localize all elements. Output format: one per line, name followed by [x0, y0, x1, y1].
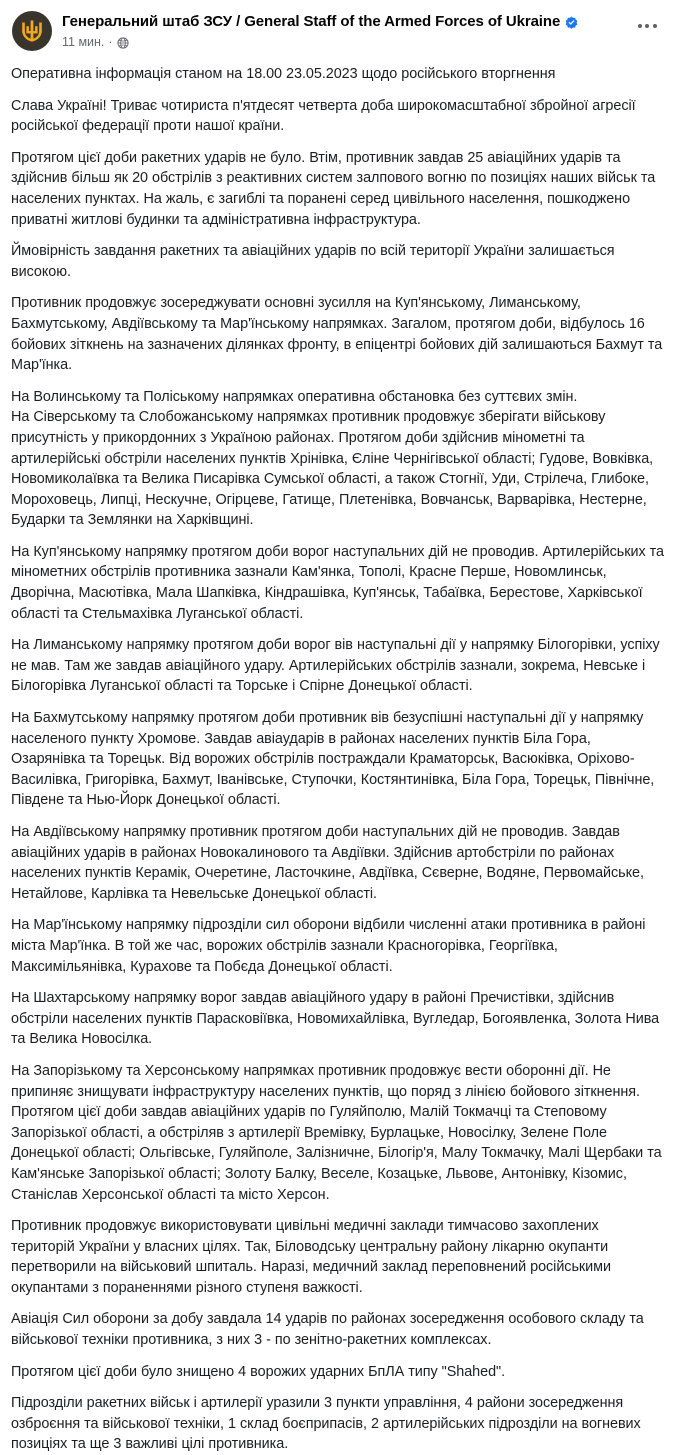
- post-paragraph: [11, 1216, 665, 1298]
- page-name-row: [62, 12, 578, 31]
- paragraph-line: Авіація Сил оборони за добу завдала 14 ударів по районах зосередження особового складу та військової техніки противника, з них 3 - по зенітно-ракетних комплексах.: [11, 1311, 644, 1349]
- post-paragraph: [11, 293, 665, 375]
- post-header: [0, 0, 676, 59]
- paragraph-line: На Авдіївському напрямку противник протягом доби наступальних дій не проводив. Завдав авіаційних ударів в районах Новокалинового та Авдіївки. Здійснив артобстріли по районах населених пунктів Керамік, Очеретине, Ласточкине, Авдіївка, Сєверне, Водяне, Первомайське, Нетайлове, Карлівка та Невельське Донецької області.: [11, 824, 644, 902]
- post-paragraph: [11, 148, 665, 230]
- ellipsis-dot-1: [638, 24, 642, 28]
- paragraph-line: На Шахтарському напрямку ворог завдав авіаційного удару в районі Пречистівки, здійснив обстріли населених пунктів Парасковіївка, Новомихайлівка, Вугледар, Богоявленка, Золота Нива та Велика Новосілка.: [11, 990, 660, 1048]
- paragraph-line: На Куп'янському напрямку протягом доби ворог наступальних дій не проводив. Артилерійських та мінометних обстрілів противника зазнали Кам'янка, Тополі, Красне Перше, Новомлинськ, Дворічна, Масютівка, Мала Шапківка, Кіндрашівка, Куп'янськ, Табаївка, Берестове, Харківської області та Стельмахівка Луганської області.: [11, 543, 664, 622]
- post-paragraph: [11, 96, 665, 137]
- paragraph-line: Протягом цієї доби ракетних ударів не було. Втім, противник завдав 25 авіаційних ударів та здійснив більш як 20 обстрілів з реактивних систем залпового вогню по позиціях наших військ та населених пунктах. На жаль, є загиблі та поранені серед цивільного населення, пошкоджено приватні житлові будинки та адміністративна інфраструктура.: [11, 149, 656, 228]
- post-paragraph: [11, 635, 665, 697]
- post-paragraph: [11, 542, 665, 624]
- post-paragraph: [11, 915, 665, 977]
- ukraine-trident-icon: [21, 19, 43, 43]
- paragraph-line: Противник продовжує зосереджувати основні зусилля на Куп'янському, Лиманському, Бахмутському, Авдіївському та Мар'їнському напрямках. Загалом, протягом доби, відбулось 16 бойових зіткнень на зазначених ділянках фронту, в епіцентрі бойових дій залишаються Бахмут та Мар'їнка.: [11, 295, 663, 374]
- ellipsis-dot-2: [645, 24, 649, 28]
- post-text-body: [0, 59, 676, 1455]
- paragraph-line: На Волинському та Поліському напрямках оперативна обстановка без суттєвих змін.: [11, 388, 578, 405]
- paragraph-line: Слава Україні! Триває чотириста п'ятдесят четверта доба широкомасштабної збройної агресії російської федерації проти нашої країни.: [11, 97, 636, 135]
- avatar[interactable]: [12, 11, 52, 51]
- post-paragraph: [11, 64, 665, 85]
- paragraph-line: На Бахмутському напрямку протягом доби противник вів безуспішні наступальні дії у напрямку населеного пункту Хромове. Завдав авіаударів в районах населених пунктів Біла Гора, Озарянівка та Торецьк. Від ворожих обстрілів постраждали Краматорськ, Васюківка, Оріхово-Василівка, Григорівка, Бахмут, Іванівське, Ступочки, Костянтинівка, Біла Гора, Торецьк, Північне, Південе та Нью-Йорк Донецької області.: [11, 710, 655, 809]
- globe-icon[interactable]: [117, 37, 129, 49]
- paragraph-line: На Лиманському напрямку протягом доби ворог вів наступальні дії у напрямку Білогорівки, успіху не мав. Там же завдав авіаційного удару. Артилерійських обстрілів зазнали, зокрема, Невське і Білогорівка Луганської області та Торське і Спірне Донецької області.: [11, 637, 660, 695]
- post-paragraph: [11, 1393, 665, 1455]
- post-paragraph: [11, 387, 665, 531]
- post-paragraph: [11, 1362, 665, 1383]
- post-options-button[interactable]: [632, 17, 662, 35]
- post-paragraph: [11, 708, 665, 811]
- paragraph-line: Протягом цієї доби було знищено 4 ворожих ударних БпЛА типу "Shahed".: [11, 1363, 506, 1380]
- post-header-text: [62, 11, 578, 50]
- ellipsis-dot-3: [653, 24, 657, 28]
- page-name[interactable]: Генеральний штаб ЗСУ / General Staff of the Armed Forces of Ukraine: [62, 13, 561, 30]
- paragraph-line: На Запорізькому та Херсонському напрямках противник продовжує вести оборонні дії. Не припиняє знищувати інфраструктуру населених пунктів, що поряд з лінією бойового зіткнення. Протягом цієї доби завдав авіаційних ударів по Гуляйполю, Малій Токмачці та Степовому Запорізької області, а обстріляв з артилерії Времівку, Бурлацьке, Новосілку, Зелене Поле Донецької області; Ольгівське, Гуляйполе, Залізничне, Білогір'я, Малу Токмачку, Малі Щербаки та Кам'янське Запорізької області; Золоту Балку, Веселе, Козацьке, Львове, Антонівку, Кізомис, Станіслав Херсонської області та місто Херсон.: [11, 1062, 662, 1203]
- post-paragraph: [11, 988, 665, 1050]
- paragraph-line: Ймовірність завдання ракетних та авіаційних ударів по всій території України залишається високою.: [11, 243, 615, 280]
- paragraph-line: На Мар'їнському напрямку підрозділи сил оборони відбили численні атаки противника в районі міста Мар'їнка. В той же час, ворожих обстрілів зазнали Красногорівка, Георгіївка, Максимільянівка, Курахове та Побєда Донецької області.: [11, 917, 646, 975]
- paragraph-line: Підрозділи ракетних військ і артилерії уразили 3 пункти управління, 4 райони зосередження озброєння та військової техніки, 1 склад боєприпасів, 2 артилерійських підрозділи на вогневих позиціях та ще 3 важливі цілі противника.: [11, 1395, 641, 1453]
- paragraph-line: Оперативна інформація станом на 18.00 23.05.2023 щодо російського вторгнення: [11, 66, 556, 82]
- paragraph-line: Противник продовжує використовувати цивільні медичні заклади тимчасово захоплених територій України у власних цілях. Так, Біловодську центральну району лікарню окупанти перетворили на військовий шпиталь. Наразі, медичний заклад переповнений російськими окупантами з пораненнями різного ступеня важкості.: [11, 1218, 611, 1296]
- paragraph-line: На Сіверському та Слобожанському напрямках противник продовжує зберігати військову присутність у прикордонних з Україною районах. Протягом доби здійснив мінометні та артилерійські обстріли населених пунктів Хрінівка, Єліне Чернігівської області; Гудове, Вовківка, Новомиколаївка та Велика Писарівка Сумської області, а також Стогнії, Уди, Стрілеча, Глибоке, Мороховець, Липці, Нескучне, Огірцеве, Гатище, Плетенівка, Вовчанськ, Варварівка, Нестерне, Бударки та Землянки на Харківщині.: [11, 409, 654, 529]
- verified-badge-icon: [565, 16, 578, 29]
- post-paragraph: [11, 241, 665, 282]
- meta-separator: ·: [108, 35, 113, 49]
- post-meta: [62, 34, 578, 50]
- post-paragraph: [11, 1061, 665, 1205]
- post-timestamp[interactable]: 11 мин.: [62, 35, 105, 49]
- post-paragraph: [11, 822, 665, 904]
- post-paragraph: [11, 1309, 665, 1350]
